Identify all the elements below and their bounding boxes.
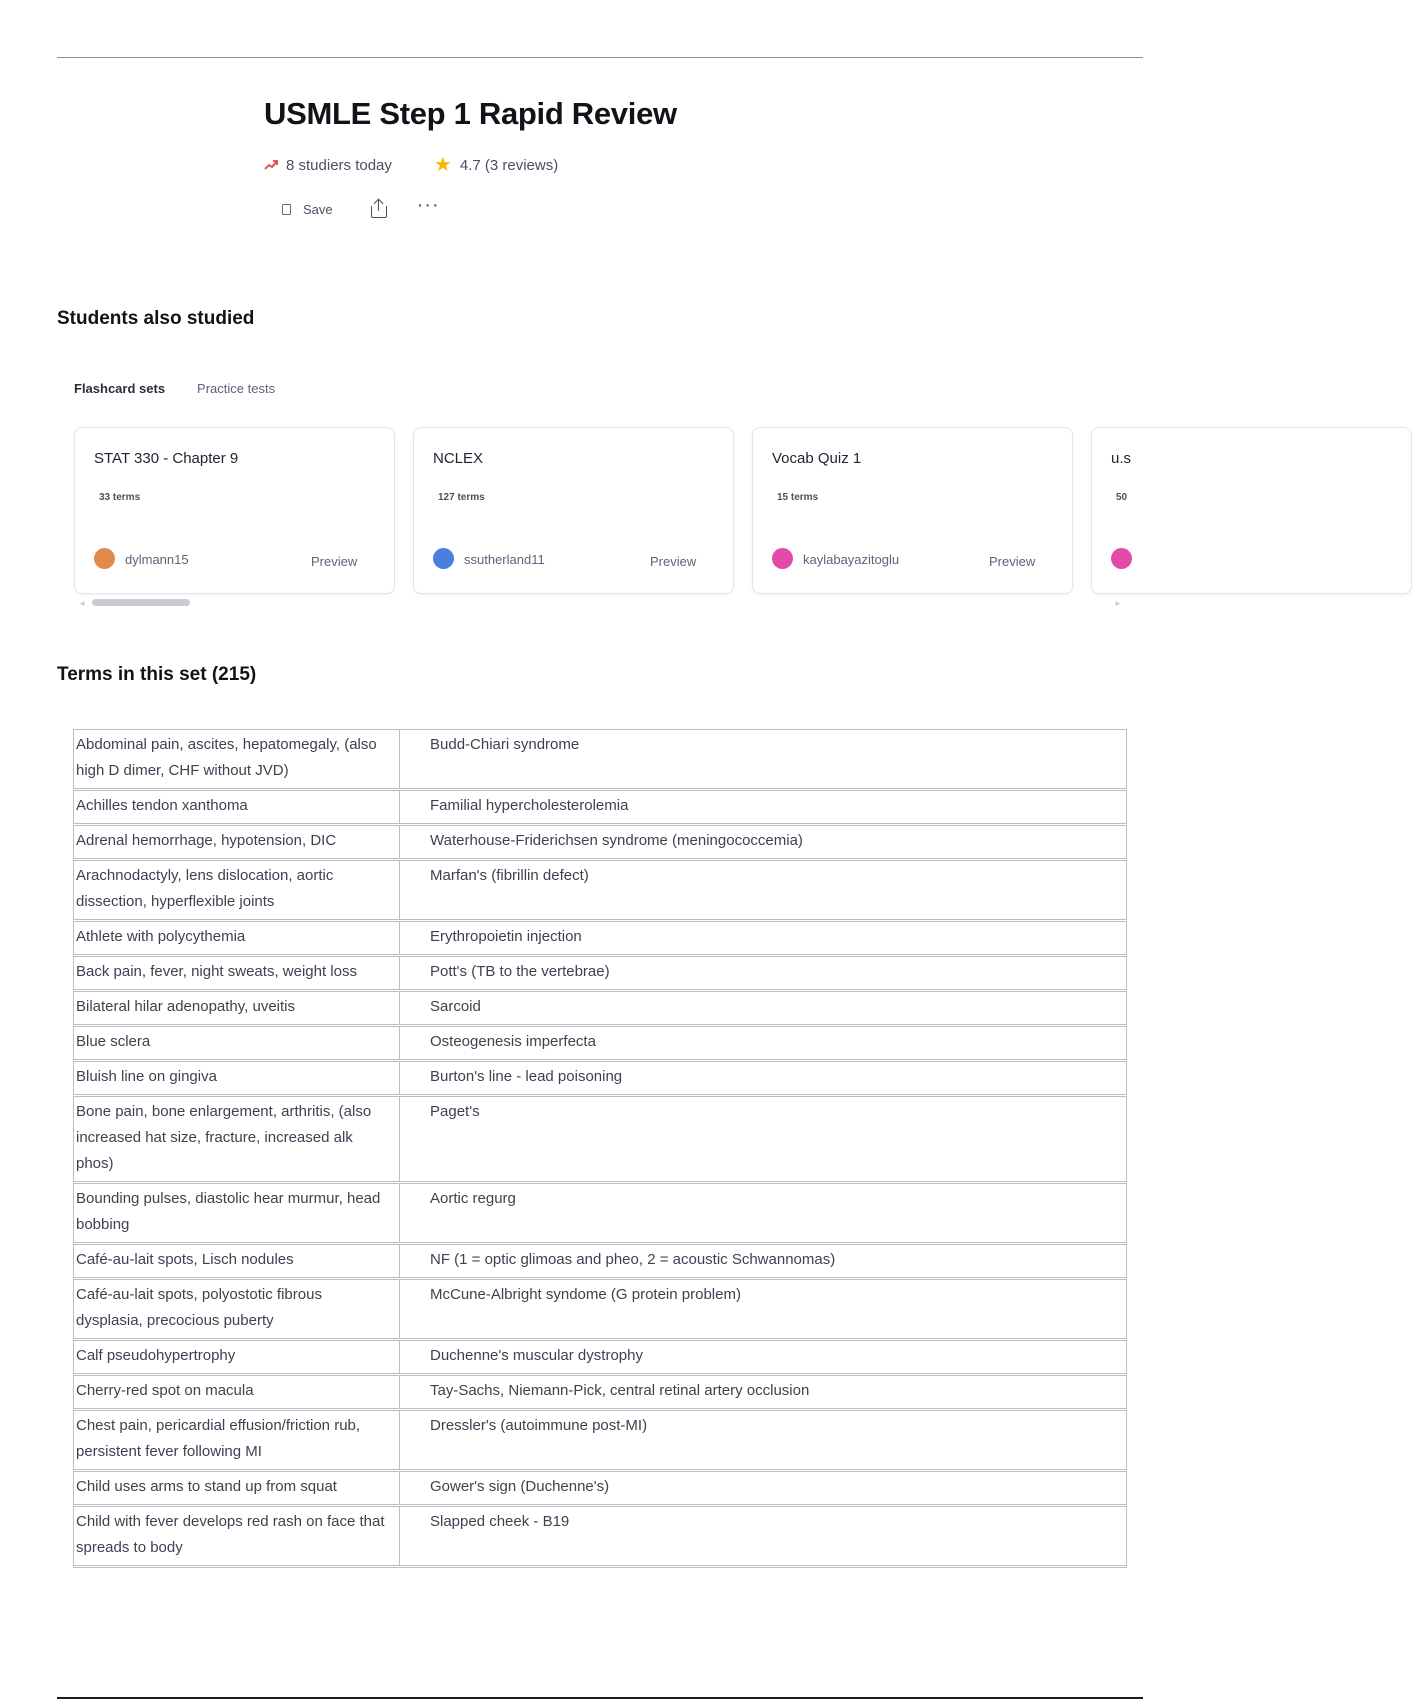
term-cell: Back pain, fever, night sweats, weight loss <box>74 956 400 991</box>
avatar <box>433 548 454 569</box>
definition-cell: Familial hypercholesterolemia <box>400 790 1127 825</box>
trending-up-icon <box>264 157 278 173</box>
card-terms: 33 terms <box>99 492 141 503</box>
card-carousel <box>74 427 1132 597</box>
term-cell: Calf pseudohypertrophy <box>74 1340 400 1375</box>
preview-button[interactable]: Preview <box>311 554 358 569</box>
table-row <box>74 1410 1127 1471</box>
table-row <box>74 1506 1127 1567</box>
term-cell: Chest pain, pericardial effusion/friction rub, persistent fever following MI <box>74 1410 400 1471</box>
term-cell: Adrenal hemorrhage, hypotension, DIC <box>74 825 400 860</box>
table-row <box>74 1340 1127 1375</box>
definition-cell: Slapped cheek - B19 <box>400 1506 1127 1567</box>
table-row <box>74 1375 1127 1410</box>
tab-practice-tests[interactable]: Practice tests <box>197 381 276 396</box>
action-bar <box>282 194 440 220</box>
table-row <box>74 1279 1127 1340</box>
definition-cell: NF (1 = optic glimoas and pheo, 2 = acoustic Schwannomas) <box>400 1244 1127 1279</box>
scroll-thumb[interactable] <box>92 599 190 606</box>
scroll-right-icon[interactable]: ▸ <box>1115 598 1120 608</box>
card-title: NCLEX <box>433 450 484 467</box>
definition-cell: Waterhouse-Friderichsen syndrome (meningococcemia) <box>400 825 1127 860</box>
card-title: u.s <box>1111 450 1132 467</box>
term-cell: Bilateral hilar adenopathy, uveitis <box>74 991 400 1026</box>
studiers-count: 8 studiers today <box>286 156 392 174</box>
term-cell: Child uses arms to stand up from squat <box>74 1471 400 1506</box>
table-row <box>74 991 1127 1026</box>
term-cell: Athlete with polycythemia <box>74 921 400 956</box>
table-row <box>74 860 1127 921</box>
table-row <box>74 1061 1127 1096</box>
term-cell: Blue sclera <box>74 1026 400 1061</box>
term-cell: Café-au-lait spots, Lisch nodules <box>74 1244 400 1279</box>
term-cell: Abdominal pain, ascites, hepatomegaly, (also high D dimer, CHF without JVD) <box>74 730 400 790</box>
table-row <box>74 825 1127 860</box>
term-cell: Achilles tendon xanthoma <box>74 790 400 825</box>
table-row <box>74 790 1127 825</box>
definition-cell: Pott's (TB to the vertebrae) <box>400 956 1127 991</box>
top-divider <box>57 57 1143 58</box>
card-user[interactable]: dylmann15 <box>125 552 189 567</box>
definition-cell: Osteogenesis imperfecta <box>400 1026 1127 1061</box>
study-set-card[interactable] <box>413 427 734 594</box>
table-row <box>74 1096 1127 1183</box>
avatar <box>94 548 115 569</box>
preview-button[interactable]: Preview <box>989 554 1036 569</box>
share-icon[interactable] <box>369 198 389 220</box>
definition-cell: Sarcoid <box>400 991 1127 1026</box>
card-title: STAT 330 - Chapter 9 <box>94 450 239 467</box>
term-cell: Bounding pulses, diastolic hear murmur, head bobbing <box>74 1183 400 1244</box>
definition-cell: Marfan's (fibrillin defect) <box>400 860 1127 921</box>
tab-flashcard-sets[interactable]: Flashcard sets <box>74 381 166 396</box>
definition-cell: Paget's <box>400 1096 1127 1183</box>
study-set-card[interactable] <box>1091 427 1412 594</box>
table-row <box>74 1244 1127 1279</box>
bottom-divider <box>57 1697 1143 1699</box>
definition-cell: McCune-Albright syndome (G protein problem) <box>400 1279 1127 1340</box>
table-row <box>74 1471 1127 1506</box>
definition-cell: Gower's sign (Duchenne's) <box>400 1471 1127 1506</box>
star-icon: ★ <box>433 154 452 176</box>
table-row <box>74 1183 1127 1244</box>
card-terms: 127 terms <box>438 492 485 503</box>
definition-cell: Erythropoietin injection <box>400 921 1127 956</box>
study-set-card[interactable] <box>74 427 395 594</box>
bookmark-icon <box>282 204 291 215</box>
page-title: USMLE Step 1 Rapid Review <box>264 96 677 131</box>
card-user[interactable]: ssutherland11 <box>464 552 545 567</box>
table-row <box>74 730 1127 790</box>
terms-heading: Terms in this set (215) <box>57 664 257 685</box>
avatar <box>772 548 793 569</box>
save-button[interactable]: Save <box>303 201 333 217</box>
also-studied-heading: Students also studied <box>57 308 255 329</box>
more-icon[interactable]: ··· <box>416 194 440 216</box>
scroll-left-icon[interactable]: ◂ <box>80 598 85 608</box>
table-row <box>74 956 1127 991</box>
terms-table <box>73 729 1127 1568</box>
card-title: Vocab Quiz 1 <box>772 450 862 467</box>
term-cell: Child with fever develops red rash on face that spreads to body <box>74 1506 400 1567</box>
avatar <box>1111 548 1132 569</box>
definition-cell: Duchenne's muscular dystrophy <box>400 1340 1127 1375</box>
preview-button[interactable]: Preview <box>650 554 697 569</box>
card-user[interactable]: kaylabayazitoglu <box>803 552 900 567</box>
also-studied-tabs <box>74 381 307 396</box>
definition-cell: Budd-Chiari syndrome <box>400 730 1127 790</box>
definition-cell: Dressler's (autoimmune post-MI) <box>400 1410 1127 1471</box>
definition-cell: Tay-Sachs, Niemann-Pick, central retinal artery occlusion <box>400 1375 1127 1410</box>
card-terms: 50 <box>1116 492 1128 503</box>
term-cell: Arachnodactyly, lens dislocation, aortic dissection, hyperflexible joints <box>74 860 400 921</box>
term-cell: Café-au-lait spots, polyostotic fibrous dysplasia, precocious puberty <box>74 1279 400 1340</box>
rating[interactable]: 4.7 (3 reviews) <box>459 156 559 174</box>
table-row <box>74 1026 1127 1061</box>
definition-cell: Aortic regurg <box>400 1183 1127 1244</box>
table-row <box>74 921 1127 956</box>
study-set-card[interactable] <box>752 427 1073 594</box>
carousel-scrollbar[interactable] <box>80 598 1120 606</box>
term-cell: Bone pain, bone enlargement, arthritis, (also increased hat size, fracture, increased alk phos) <box>74 1096 400 1183</box>
term-cell: Cherry-red spot on macula <box>74 1375 400 1410</box>
definition-cell: Burton's line - lead poisoning <box>400 1061 1127 1096</box>
card-terms: 15 terms <box>777 492 819 503</box>
term-cell: Bluish line on gingiva <box>74 1061 400 1096</box>
set-meta <box>264 155 558 175</box>
